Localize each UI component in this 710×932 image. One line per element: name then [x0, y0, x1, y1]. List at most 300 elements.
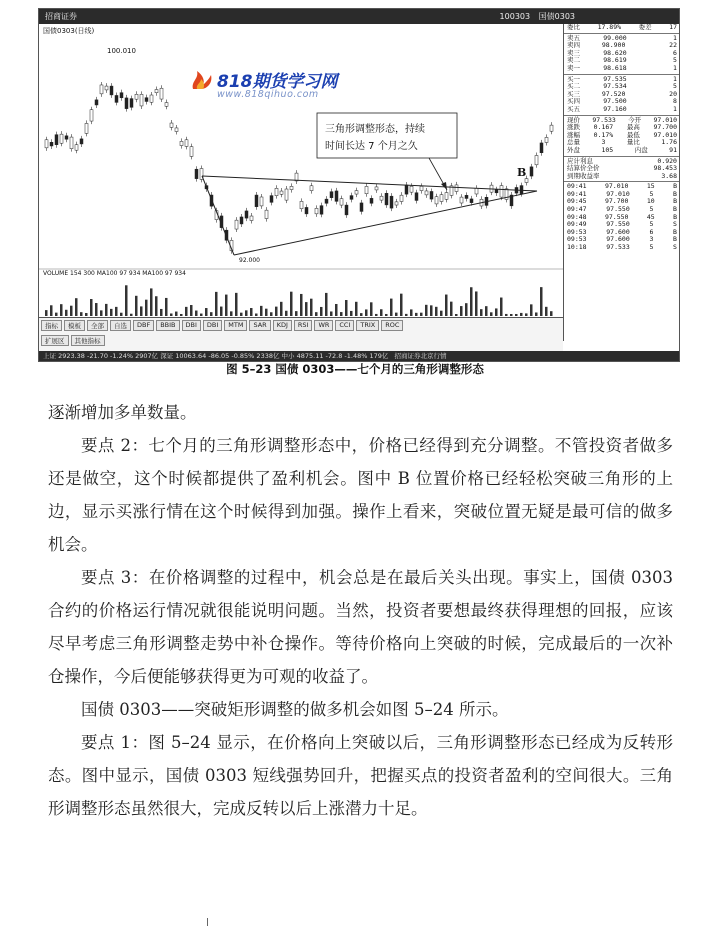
quote-cell: 0.17%: [593, 130, 614, 139]
candle-body: [360, 203, 363, 212]
candle-body: [290, 186, 293, 189]
quote-cell: 45: [646, 212, 655, 221]
candle-body: [150, 95, 153, 102]
quote-cell: 5: [673, 82, 677, 91]
quote-cell: 到期收益率: [567, 171, 600, 180]
volume-bar: [495, 308, 498, 316]
quote-row: [564, 106, 680, 114]
quote-cell: 10: [646, 197, 655, 206]
volume-bar: [310, 299, 313, 316]
indicator-tab[interactable]: SAR: [249, 320, 270, 331]
candle-body: [495, 190, 498, 193]
volume-bar: [180, 314, 183, 316]
volume-bar: [175, 312, 178, 316]
quote-cell: 99.000: [603, 33, 627, 42]
indicator-tab[interactable]: CCI: [335, 320, 354, 331]
volume-bar: [85, 313, 88, 316]
candle-body: [310, 186, 313, 191]
candle-body: [120, 93, 123, 98]
candle-body: [110, 86, 113, 95]
quote-cell: 量比: [626, 138, 640, 147]
quote-cell: 98.618: [603, 63, 627, 72]
quote-cell: 卖一: [567, 63, 580, 72]
watermark-title: 818期货学习网: [217, 72, 338, 92]
quote-cell: 3: [649, 235, 654, 244]
quote-cell: S: [673, 243, 677, 252]
volume-bar: [170, 313, 173, 316]
market-status-text: 上证 2923.38 -21.70 -1.24% 2907亿 深证 10063.64 -86.05 -0.85% 2338亿 中小 4875.11 -72.8 -1.48% 179亿: [43, 352, 389, 360]
volume-bar: [385, 314, 388, 316]
quote-cell: 买三: [567, 89, 580, 98]
quote-cell: 97.533: [592, 115, 616, 124]
quote-cell: 97.600: [606, 227, 630, 236]
volume-bar: [365, 309, 368, 316]
volume-bar: [425, 305, 428, 316]
quote-row: [564, 147, 680, 155]
candle-body: [135, 94, 138, 99]
candle-body: [70, 137, 73, 149]
quote-cell: 98.620: [603, 48, 627, 57]
quote-cell: S: [673, 220, 677, 229]
candle-body: [115, 95, 118, 102]
quote-cell: 6: [649, 227, 654, 236]
quote-row: [564, 244, 680, 252]
extension-tab[interactable]: 扩展区: [41, 335, 69, 346]
quote-cell: 97.550: [604, 212, 629, 221]
quote-panel: [563, 24, 680, 341]
volume-bar: [225, 295, 228, 316]
volume-bar: [325, 293, 328, 316]
candle-body: [380, 196, 383, 200]
volume-bar: [145, 300, 148, 316]
volume-bar: [150, 288, 153, 316]
quote-row: [564, 65, 680, 73]
volume-bar: [435, 307, 438, 316]
volume-bar: [405, 314, 408, 316]
candle-body: [500, 186, 503, 198]
candle-body: [305, 207, 308, 213]
quote-cell: 5: [649, 220, 654, 229]
candle-body: [410, 186, 413, 192]
candle-body: [475, 188, 478, 194]
volume-bar: [500, 298, 503, 316]
candle-body: [275, 188, 278, 195]
quote-cell: B: [673, 212, 677, 221]
quote-cell: 17.89%: [597, 23, 622, 31]
volume-bar: [55, 313, 58, 316]
quote-cell: 总量: [567, 138, 580, 147]
volume-bar: [440, 311, 443, 316]
candle-body: [430, 191, 433, 199]
volume-bar: [335, 304, 338, 316]
candle-body: [460, 197, 463, 203]
candle-body: [185, 140, 188, 147]
candle-body: [50, 142, 53, 146]
candle-body: [395, 202, 398, 205]
candle-body: [400, 195, 403, 201]
volume-bar: [420, 313, 423, 316]
candle-body: [300, 201, 303, 208]
candle-body: [45, 140, 48, 148]
quote-cell: 97.500: [603, 97, 627, 106]
quote-cell: 97.550: [606, 220, 630, 229]
volume-bar: [120, 313, 123, 316]
volume-bar: [280, 302, 283, 316]
contract-name: 国债0303: [538, 12, 575, 21]
candle-body: [80, 139, 83, 144]
candle-body: [420, 186, 423, 190]
chart-figure: [38, 8, 680, 362]
paragraph: 要点 2：七个月的三角形调整形态中，价格已经得到充分调整。不管投资者做多还是做空，这个时候都提供了盈利机会。图中 B 位置价格已经轻松突破三角形的上边，显示买涨行情在这个时候得到加强。操作上看来，突破位置无疑是最可信的做多机会。: [48, 436, 673, 554]
volume-bars-group: [45, 285, 553, 316]
candle-body: [345, 205, 348, 215]
volume-bar: [230, 311, 233, 316]
candle-body: [340, 199, 343, 205]
chart-label: 国债0303(日线): [43, 27, 95, 35]
quote-cell: 买四: [567, 97, 580, 106]
flame-logo-icon: [189, 67, 215, 91]
chart-title-bar: [39, 9, 679, 24]
quote-cell: 5: [673, 56, 677, 65]
quote-cell: 98.900: [601, 41, 626, 50]
volume-bar: [140, 306, 143, 316]
quote-cell: 09:53: [567, 235, 587, 244]
candle-body: [60, 134, 63, 143]
volume-bar: [360, 313, 363, 316]
candle-body: [365, 186, 368, 193]
candle-body: [190, 147, 193, 157]
volume-bar: [160, 309, 163, 316]
indicator-tab[interactable]: 指标: [41, 320, 62, 331]
quote-cell: 1: [673, 74, 677, 83]
volume-bar: [260, 306, 263, 316]
paragraph: 要点 1：图 5–24 显示，在价格向上突破以后，三角形调整形态已经成为反转形态。图中显示，国债 0303 短线强势回升，把握买点的投资者盈利的空间很大。三角形调整形态虽然很大，完成反转以后上涨潜力十足。: [48, 733, 673, 818]
quote-cell: 97.550: [606, 205, 630, 214]
candle-body: [235, 220, 238, 229]
volume-bar: [195, 311, 198, 316]
candle-body: [65, 136, 68, 139]
candle-body: [335, 191, 338, 201]
app-name: 招商证券: [45, 12, 77, 21]
volume-bar: [90, 299, 93, 316]
quote-cell: 5: [649, 243, 654, 252]
quote-cell: B: [673, 189, 677, 198]
volume-bar: [465, 303, 468, 316]
volume-bar: [485, 306, 488, 316]
candle-body: [245, 211, 248, 218]
quote-cell: 97.010: [604, 182, 629, 191]
quote-cell: 09:53: [567, 227, 587, 236]
volume-bar: [130, 314, 133, 316]
volume-bar: [115, 307, 118, 316]
candle-body: [160, 88, 163, 99]
volume-bar: [455, 314, 458, 316]
volume-bar: [245, 310, 248, 316]
volume-bar: [185, 307, 188, 316]
candle-body: [405, 185, 408, 194]
quote-cell: 1: [673, 33, 677, 42]
indicator-tab[interactable]: 全部: [87, 320, 108, 331]
candle-body: [445, 193, 448, 200]
candle-body: [355, 191, 358, 194]
volume-bar: [45, 310, 48, 316]
quote-cell: 97.535: [603, 74, 627, 83]
volume-bar: [290, 292, 293, 316]
quote-cell: 买五: [567, 104, 580, 113]
volume-bar: [295, 311, 298, 316]
volume-bar: [65, 310, 68, 316]
candle-body: [465, 195, 468, 198]
candle-body: [250, 216, 253, 221]
volume-bar: [205, 308, 208, 316]
quote-cell: 买二: [567, 82, 580, 91]
volume-bar: [550, 311, 553, 316]
candle-body: [370, 198, 373, 203]
volume-bar: [270, 312, 273, 316]
quote-cell: 97.700: [653, 123, 677, 132]
triangle-upper-line: [202, 176, 537, 191]
indicator-tab[interactable]: DBI: [182, 320, 201, 331]
candle-body: [455, 185, 458, 192]
quote-cell: 3: [601, 138, 606, 147]
indicator-tab[interactable]: DBI: [203, 320, 222, 331]
volume-bar: [240, 313, 243, 316]
point-b-label: B: [517, 166, 527, 179]
candle-body: [440, 195, 443, 202]
quote-cell: 卖二: [567, 56, 580, 65]
triangle-left-line: [202, 176, 234, 255]
candle-body: [260, 197, 263, 206]
volume-bar: [315, 312, 318, 316]
candle-body: [525, 179, 528, 183]
volume-bar: [215, 292, 218, 316]
volume-bar: [535, 312, 538, 316]
indicator-tab[interactable]: TRIX: [356, 320, 379, 331]
volume-bar: [275, 307, 278, 316]
quote-cell: 1: [673, 63, 677, 72]
quote-cell: 应计利息: [567, 156, 593, 165]
candle-body: [550, 125, 553, 131]
quote-cell: 97.010: [653, 130, 677, 139]
quote-cell: B: [673, 182, 677, 191]
volume-bar: [70, 306, 73, 316]
candle-body: [140, 94, 143, 106]
volume-bar: [210, 312, 213, 316]
indicator-tab[interactable]: RSI: [294, 320, 313, 331]
candles-group: [45, 82, 553, 254]
candle-body: [325, 199, 328, 203]
quote-cell: 97.520: [601, 89, 626, 98]
volume-bar: [60, 304, 63, 316]
volume-bar: [165, 298, 168, 316]
quote-cell: 委差: [638, 23, 652, 31]
candle-body: [130, 99, 133, 108]
candle-body: [425, 191, 428, 195]
quote-cell: 97.600: [606, 235, 630, 244]
quote-cell: 卖五: [567, 33, 580, 42]
candle-body: [180, 141, 183, 145]
volume-bar: [510, 314, 513, 316]
volume-bar: [475, 291, 478, 316]
candle-body: [90, 110, 93, 121]
candle-body: [145, 98, 148, 102]
volume-bar: [515, 314, 518, 316]
candle-body: [285, 189, 288, 200]
volume-bar: [540, 287, 543, 316]
indicator-tab[interactable]: KDJ: [273, 320, 292, 331]
quote-cell: 15: [646, 182, 655, 191]
quote-cell: 5: [649, 205, 654, 214]
quote-cell: 09:45: [567, 197, 587, 206]
candle-body: [540, 143, 543, 153]
quote-cell: 结算价全价: [567, 164, 600, 173]
volume-bar: [110, 309, 113, 316]
quote-cell: 6: [673, 48, 677, 57]
quote-cell: 09:41: [567, 189, 587, 198]
candle-body: [520, 186, 523, 194]
quote-cell: 97.700: [604, 197, 629, 206]
quote-cell: B: [673, 235, 677, 244]
paragraph: 逐渐增加多单数量。: [48, 403, 197, 422]
volume-bar: [125, 285, 128, 316]
quote-cell: 内盘: [634, 145, 648, 154]
quote-cell: 1.76: [661, 138, 677, 147]
volume-bar: [135, 296, 138, 316]
indicator-tab[interactable]: WR: [314, 320, 333, 331]
quote-cell: 5: [649, 189, 654, 198]
volume-bar: [375, 314, 378, 316]
candle-body: [195, 169, 198, 178]
quote-cell: 97.010: [653, 115, 677, 124]
contract-code: 100303: [499, 12, 531, 21]
quote-row: [564, 139, 680, 147]
volume-bar: [95, 303, 98, 316]
quote-cell: 最低: [626, 130, 640, 139]
max-price-label: 100.010: [107, 47, 136, 55]
volume-bar: [445, 295, 448, 316]
quote-cell: 0.920: [657, 156, 677, 165]
indicator-tab[interactable]: 模板: [64, 320, 85, 331]
volume-bar: [520, 313, 523, 316]
quote-cell: 卖四: [567, 41, 580, 50]
quote-cell: B: [673, 205, 677, 214]
candle-body: [155, 89, 158, 92]
volume-bar: [155, 296, 158, 316]
candle-body: [435, 197, 438, 204]
quote-cell: 98.619: [603, 56, 627, 65]
volume-bar: [390, 299, 393, 316]
quote-cell: 97.160: [603, 104, 627, 113]
candle-body: [100, 85, 103, 94]
indicator-tab[interactable]: 自选: [110, 320, 131, 331]
paragraph: 国债 0303——突破矩形调整的做多机会如图 5–24 所示。: [81, 700, 509, 719]
quote-cell: 97.533: [606, 243, 630, 252]
candle-body: [95, 100, 98, 105]
volume-bar: [50, 305, 53, 316]
indicator-tab[interactable]: BBIB: [156, 320, 179, 331]
volume-bar: [410, 309, 413, 316]
watermark-url: www.818qihuo.com: [217, 89, 319, 100]
indicator-tab[interactable]: MTM: [224, 320, 247, 331]
candle-body: [170, 123, 173, 127]
indicator-tab[interactable]: DBF: [133, 320, 154, 331]
volume-bar: [345, 300, 348, 316]
volume-bar: [355, 302, 358, 316]
candle-body: [535, 155, 538, 164]
extension-tabs: [39, 333, 563, 348]
quote-cell: 3.68: [661, 171, 677, 180]
volume-bar: [300, 294, 303, 316]
candle-body: [265, 210, 268, 218]
volume-bar: [265, 309, 268, 316]
indicator-tab[interactable]: ROC: [381, 320, 403, 331]
volume-bar: [450, 302, 453, 316]
candle-body: [320, 206, 323, 215]
volume-bar: [350, 311, 353, 316]
volume-bar: [340, 312, 343, 316]
volume-bar: [480, 309, 483, 316]
volume-bar: [250, 308, 253, 316]
quote-cell: B: [673, 197, 677, 206]
extension-tab[interactable]: 其他指标: [71, 335, 105, 346]
candle-body: [330, 192, 333, 198]
quote-cell: 委比: [567, 23, 580, 31]
quote-cell: 97.534: [603, 82, 627, 91]
volume-bar: [235, 293, 238, 316]
volume-bar: [190, 305, 193, 316]
candle-body: [385, 193, 388, 205]
candle-body: [315, 208, 318, 213]
article-body: [48, 396, 673, 825]
indicator-tabs: [39, 318, 563, 333]
quote-cell: 卖三: [567, 48, 580, 57]
quote-cell: 22: [669, 41, 677, 50]
candle-body: [390, 196, 393, 208]
volume-bar: [255, 314, 258, 316]
volume-bar: [220, 307, 223, 316]
candle-body: [85, 123, 88, 133]
volume-bar: [460, 306, 463, 316]
candle-body: [415, 193, 418, 201]
quote-cell: 买一: [567, 74, 580, 83]
candle-body: [175, 128, 178, 132]
quote-row: [564, 24, 680, 32]
volume-bar: [305, 302, 308, 316]
volume-bar: [470, 287, 473, 316]
min-price-label: 92.000: [239, 257, 260, 264]
quote-cell: 现价: [567, 115, 580, 124]
annotation-line-2: 时间长达 7 个月之久: [325, 141, 418, 152]
volume-label: VOLUME 154 300 MA100 97 934 MA100 97 934: [43, 270, 186, 277]
quote-cell: 外盘: [567, 145, 580, 154]
quote-cell: 1: [673, 104, 677, 113]
volume-bar: [545, 307, 548, 316]
candle-body: [255, 195, 258, 207]
volume-bar: [400, 294, 403, 316]
volume-bar: [80, 312, 83, 316]
quote-cell: 09:41: [567, 182, 587, 191]
volume-bar: [105, 304, 108, 316]
volume-bar: [330, 311, 333, 316]
quote-cell: 今开: [628, 115, 642, 124]
figure-caption: 图 5–23 国债 0303——七个月的三角形调整形态: [226, 362, 484, 376]
quote-cell: 98.453: [653, 164, 677, 173]
quote-cell: 105: [601, 145, 614, 154]
volume-bar: [285, 311, 288, 316]
quote-cell: 涨跌: [567, 123, 580, 132]
quote-cell: 91: [669, 145, 677, 154]
candle-body: [270, 196, 273, 203]
